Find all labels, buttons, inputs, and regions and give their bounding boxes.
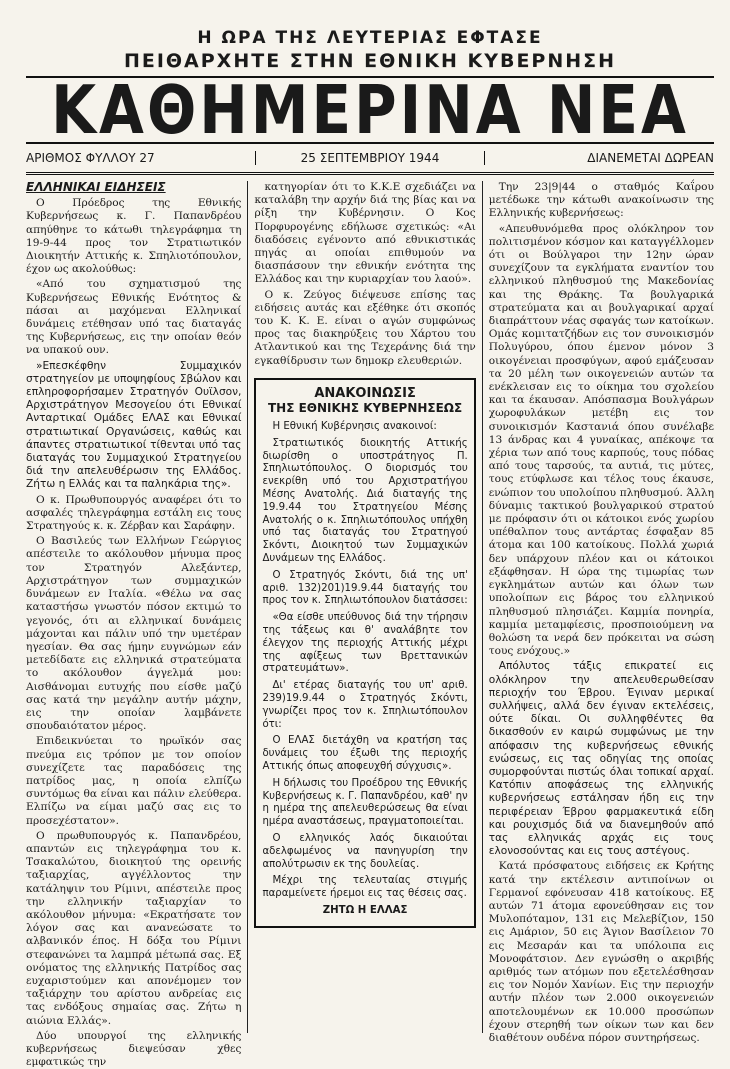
article-paragraph: Ο κ. Πρωθυπουργός αναφέρει ότι το ασφαλές τηλεγράφημα εστάλη εις τους Στρατηγούς κ. κ. Ζέρβαν και Σαράφην. [26, 493, 242, 533]
article-paragraph: Επιδεικνύεται το ηρωϊκόν σας πνεύμα εις τρόπον με τον οποίον συνεχίζετε τας παραδόσεις της πατρίδος μας, η οποία ελπίζω συντόμως θα είναι και πάλιν ελεύθερα. Ελπίζω να είμαι μαζύ σας εις το προσεχέστατον». [26, 735, 242, 827]
article-paragraph: Ο πρωθυπουργός κ. Παπανδρέου, απαντών εις τηλεγράφημα του κ. Τσακαλώτου, διοικητού της ορεινής ταξιαρχίας, αγγέλλοντος την κατάληψιν του Ρίμινι, απέστειλε προς την ελληνικήν ταξιαρχίαν το ακόλουθον μήνυμα: «Εκρατήσατε τον λόγον σας και ανανεώσατε το αλβανικόν έπος. Η δόξα του Ρίμινι στεφανώνει τα λαμπρά μέτωπά σας. Εξ ονόματος της ελληνικής Πατρίδος σας ευχαριστούμεν και απονέμομεν τον ταξιάρχην του αρίστου ανδρείας εις τας ενδόξους σημαίας σας. Ζήτω η αιώνια Ελλάς». [26, 829, 242, 1027]
announcement-paragraph: «Θα είσθε υπεύθυνος διά την τήρησιν της τάξεως και θ' αναλάβητε τον έλεγχον της περιοχής Αττικής μέχρι της αφίξεως των Βρεττανικών στρατευμάτων». [262, 612, 468, 675]
article-paragraph: «Από του σχηματισμού της Κυβερνήσεως Εθνικής Ενότητος & πάσαι αι μαχόμεναι Ελληνικαί δυνάμεις ετέθησαν υπό τας διαταγάς της Κυβερνήσεως, εις την οποίαν θεόν να υπακού ουν. [26, 278, 242, 357]
section-heading: ΕΛΛΗΝΙΚΑΙ ΕΙΔΗΣΕΙΣ [26, 180, 166, 194]
announcement-paragraph: Ο ελληνικός λαός δικαιούται αδελφωμένος να πανηγυρίση την απολύτρωσιν εκ της δουλείας. [262, 832, 468, 870]
article-paragraph: Ο Πρόεδρος της Εθνικής Κυβερνήσεως κ. Γ. Παπανδρέου απηύθηνε το κάτωθι τηλεγράφημα τη 19-9-44 προς τον Στρατιωτικόν Διοικητήν Αττικής κ. Σπηλιοτόπουλον, έχον ως ακολούθως: [26, 197, 242, 276]
issue-number: ΑΡΙΘΜΟΣ ΦΥΛΛΟΥ 27 [26, 151, 256, 165]
slogan-top: Η ΩΡΑ ΤΗΣ ΛΕΥΤΕΡΙΑΣ ΕΦΤΑΣΕ [197, 28, 543, 48]
masthead [26, 70, 714, 150]
column-3 [483, 181, 714, 1044]
announcement-title: ΑΝΑΚΟΙΝΩΣΙΣ [314, 385, 416, 401]
announcement-paragraph: Η Εθνική Κυβέρνησις ανακοινοί: [272, 421, 437, 433]
announcement-paragraph: Στρατιωτικός διοικητής Αττικής διωρίσθη ο υποστράτηγος Π. Σπηλιωτόπουλος. Ο διορισμός του ενεκρίθη υπό του Αρχιστρατήγου Μέσης Ανατολής. Διά διαταγής της 19.9.44 του Στρατηγείου Μέσης Ανατολής ο κ. Σπηλιωτόπουλος υπήχθη υπό τας διαταγάς του Στρατηγού Σκόντι, Διοικητού των Συμμαχικών Δυνάμεων της Ελλάδος. [262, 437, 468, 565]
announcement-paragraph: Ο ΕΛΑΣ διετάχθη να κρατήση τας δυνάμεις του έξωθι της περιοχής Αττικής όπως αποφευχθή σύγχυσις». [262, 735, 468, 772]
distribution-note: ΔΙΑΝΕΜΕΤΑΙ ΔΩΡΕΑΝ [484, 151, 714, 165]
article-paragraph: »Επεσκέφθην Συμμαχικόν στρατηγείον με υποψηφίους Σβώλον και επληροφορήσαμεν Στρατηγόν Ουϊλσον, Αρχιστράτηγον Μεσογείου ότι Εθνικαί Ανταρτικαί Ομάδες ΕΛΑΣ και Εθνικαί στρατιωτικαί Οργανώσεις, καθώς και άπαντες στρατιωτικοί τίθενται υπό τας διαταγάς του Συμμαχικού Στρατηγείου διά την απελευθέρωσιν της Ελλάδος. Ζήτω η Ελλάς και τα παληκάρια της». [26, 359, 242, 491]
article-paragraph: Απόλυτος τάξις επικρατεί εις ολόκληρον την απελευθερωθείσαν περιοχήν του Έβρου. Έγιναν μερικαί συλλήψεις, αλλά δεν έγιναν εκτελέσεις, ούτε δίκαι. Οι συλληφθέντες θα δικασθούν εν καιρώ συμφώνως με την απόφασιν της κυβερνήσεως εθνικής ενώσεως, εις τας οδηγίας της οποίας συμορφούνται πιστώς όλαι τοπικαί αρχαί. Κατόπιν αποφάσεως της ελληνικής κυβερνήσεως εστάλησαν ήδη εις την περιφέρειαν Έβρου φαρμακευτικά είδη και ρουχισμός διά να διανεμηθούν από τας ελληνικάς αρχάς εις τους ελονοσούντας και εις τους αστέγους. [488, 660, 714, 858]
newspaper-title: ΚΑΘΗΜΕΡΙΝΑ ΝΕΑ [51, 70, 689, 150]
announcement-sign-off: ΖΗΤΩ Η ΕΛΛΑΣ [322, 904, 408, 916]
article-paragraph: «Απευθυνόμεθα προς ολόκληρον τον πολιτισμένον κόσμον και καταγγέλλομεν ότι οι Βούλγαροι την 12ην ώραν συνεχίζουν τα εγκλήματα εναντίον του ελληνικού πληθυσμού της Μακεδονίας και της Θράκης. Τα βουλγαρικά στρατεύματα και αι βουλγαρικαί αρχαί διαπράττουν νέας σφαγάς των κατοίκων. Ομάς κομιτατζήδων εις τον συνοικισμόν Πολυγύρου, όπου έμενον μόνον 3 οικογένειαι προσφύγων, αφού εμάζευσαν τα 20 μέλη των οικογενειών αυτών τα ενέκλεισαν εις το οίκημα του σχολείου και τα έκαυσαν. Απόσπασμα Βουλγάρων χωροφυλάκων μετέβη εις τον συνοικισμόν Καστανιά όπου συνέλαβε 13 άνδρας και 4 γυναίκας, απέκοψε τα χέρια των από τους καρπούς, τους πόδας από τους ταρσούς, τα αυτιά, τις μύτες, τους ετύφλωσε και τέλος τους έκαυσε, ενώπιον του υπολοίπου πληθυσμού. Άλλη δύναμις τακτικού βουλγαρικού στρατού με πρόφασιν ότι οι κάτοικοι ενός χωρίου υπέθαλπον τους αντάρτας έσφαξαν 85 άτομα και 100 κατοίκους. Πολλά χωριά δεν υπάρχουν πλέον και οι κάτοικοι εξάφθησαν. Η ώρα της τιμωρίας των εγκλημάτων αυτών και όλων των υπολοίπων εις βάρος του ελληνικού πληθυσμού πλησιάζει. Καμμία πονηρία, καμμία μεταμφίεσις, προσποιούμενη να θολώση τα νερά δεν πρόκειται να σώση τους ενόχους.» [488, 222, 714, 658]
column-2 [248, 181, 482, 1033]
article-paragraph: κατηγορίαν ότι το Κ.Κ.Ε σχεδιάζει να καταλάβη την αρχήν διά της βίας και να ρίξη την Κυβέρνησιν. Ο Κος Πορφυρογένης εδήλωσε σχετικώς: «Αι διαδόσεις εγένοντο από εθνικιστικάς πηγάς αι οποίαι επιθυμούν να διασπάσουν την εθνικήν ενότητα της Ελλάδος και την κυριαρχίαν του λαού». [254, 181, 476, 286]
article-paragraph: Ο Βασιλεύς των Ελλήνων Γεώργιος απέστειλε το ακόλουθον μήνυμα προς τον Στρατηγόν Αλεξάντερ, Αρχιστράτηγον των συμμαχικών δυνάμεων εν Ιταλία. «Θέλω να σας καταστήσω γνωστόν πόσον εκτιμώ το γεγονός, ότι αι ελληνικαί δυνάμεις μάχονται και πάλιν υπό την υμετέραν ηγεσίαν. Θα σας ήμην ευγνώμων εάν μετεδίδατε εις ελληνικά στρατεύματα το ακόλουθον άγγελμά μου: Αισθάνομαι ευτυχής που είσθε μαζύ σας κατά την μεγάλην αυτήν μάχην, εις την οποίαν λαμβάνετε σπουδαιότατον μέρος. [26, 535, 242, 733]
article-columns [26, 180, 714, 1069]
announcement-paragraph: Μέχρι της τελευταίας στιγμής παραμείνετε ήρεμοι εις τας θέσεις σας. [262, 875, 468, 900]
announcement-subtitle: ΤΗΣ ΕΘΝΙΚΗΣ ΚΥΒΕΡΝΗΣΕΩΣ [267, 400, 463, 415]
issue-date: 25 ΣΕΠΤΕΜΒΡΙΟΥ 1944 [300, 151, 440, 165]
article-paragraph: Κατά πρόσφατους ειδήσεις εκ Κρήτης κατά την εκτέλεσιν αντιποίνων οι Γερμανοί εφόνευσαν 418 κατοίκους. Εξ αυτών 71 άτομα εφονεύθησαν εις τον Μυλοπόταμον, 131 εις Μελεβίζιον, 150 εις Αμάριον, 50 εις Άγιον Βασίλειον 70 εις Μεσαράν και τα υπόλοιπα εις Μονοφάτσιον. Δεν εγνώσθη ο ακριβής αριθμός των ατόμων που εξετελέσθησαν εις τον Νομόν Χανίων. Εις την περιοχήν αυτήν πλέον των 2.000 οικογενειών αποτελουμένων εκ 10.000 προσώπων έχουν στερηθή των οίκων των και δεν διαθέτουν ουδένα πόρον συντηρήσεως. [488, 860, 714, 1044]
announcement-paragraph: Ο Στρατηγός Σκόντι, διά της υπ' αριθ. 132)201)19.9.44 διαταγής του προς τον κ. Σπηλιωτόπουλον διατάσσει: [262, 569, 468, 607]
announcement-paragraph: Η δήλωσις του Προέδρου της Εθνικής Κυβερνήσεως κ. Γ. Παπανδρέου, καθ' ην η ημέρα της απελευθερώσεως θα είναι ημέρα αναστάσεως, πραγματοποιείται. [262, 777, 468, 828]
newspaper-page [26, 28, 715, 1069]
article-paragraph: Ο κ. Ζεύγος διέψευσε επίσης τας ειδήσεις αυτάς και εξέθηκε ότι σκοπός του Κ. Κ. Ε. είναι ο αγών συμφώνως προς τας διακηρύξεις του Χάρτου του Ατλαντικού και της Τεχεράνης διά την εγκαθίδρυσιν των δημοκρ ελευθεριών. [254, 288, 476, 367]
article-paragraph: Δύο υπουργοί της ελληνικής κυβερνήσεως διεψεύσαν χθες εμφατικώς την [26, 1029, 242, 1069]
announcement-box [254, 378, 475, 928]
article-paragraph: Την 23|9|44 ο σταθμός Καΐρου μετέδωκε την κάτωθι ανακοίνωσιν της Ελληνικής κυβερνήσεως: [488, 181, 714, 220]
column-1 [26, 180, 248, 1069]
slogan-second: ΠΕΙΘΑΡΧΗΤΕ ΣΤΗΝ ΕΘΝΙΚΗ ΚΥΒΕΡΝΗΣΗ [123, 50, 617, 72]
announcement-paragraph: Δι' ετέρας διαταγής του υπ' αριθ. 239)19.9.44 ο Στρατηγός Σκόντι, γνωρίζει προς τον κ. Σπηλιωτόπουλον ότι: [262, 680, 468, 730]
